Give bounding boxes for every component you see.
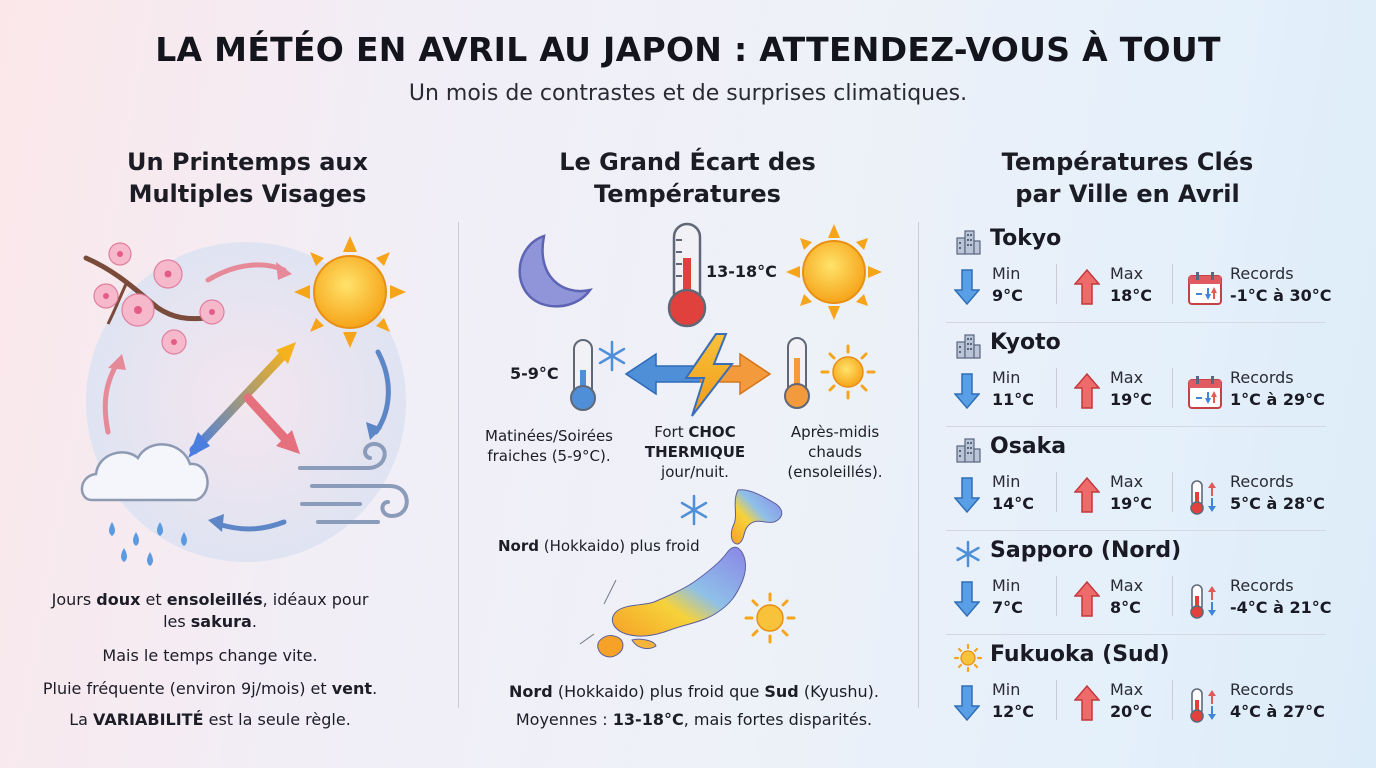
- min-label: Min: [992, 576, 1021, 595]
- cold-temp-label: 5-9°C: [510, 364, 559, 383]
- left-line-2: les sakura.: [163, 612, 257, 631]
- right-column-title: Températures Clés par Ville en Avril: [1001, 148, 1254, 208]
- city-name: Sapporo (Nord): [990, 538, 1182, 563]
- max-label: Max: [1110, 368, 1144, 387]
- arrow-up-icon: [1074, 268, 1100, 306]
- min-value: 11°C: [992, 390, 1035, 409]
- records-value: 4°C à 27°C: [1230, 702, 1325, 721]
- min-value: 9°C: [992, 286, 1023, 305]
- records-stat: [1186, 678, 1326, 726]
- column-divider-right: [918, 222, 919, 708]
- city-row-tokyo: [946, 226, 1332, 326]
- max-value: 20°C: [1110, 702, 1153, 721]
- city-name: Fukuoka (Sud): [990, 642, 1170, 667]
- min-label: Min: [992, 472, 1021, 491]
- records-stat: [1186, 574, 1332, 622]
- left-line-1: Jours doux et ensoleillés, idéaux pour: [51, 590, 369, 609]
- building-icon: [954, 436, 982, 464]
- records-label: Records: [1230, 680, 1294, 699]
- city-name: Osaka: [990, 434, 1067, 459]
- min-value: 14°C: [992, 494, 1035, 513]
- japan-map-illustration: [570, 484, 810, 674]
- min-stat: [954, 262, 1054, 310]
- max-stat: [1074, 574, 1184, 622]
- city-row-osaka: [946, 434, 1326, 534]
- sun-icon: [786, 224, 882, 320]
- max-label: Max: [1110, 472, 1144, 491]
- snowflake-icon: [682, 496, 706, 524]
- max-stat: [1074, 262, 1184, 310]
- snowflake-icon: [600, 342, 624, 370]
- max-label: Max: [1110, 576, 1144, 595]
- max-value: 8°C: [1110, 598, 1141, 617]
- min-label: Min: [992, 368, 1021, 387]
- arrow-up-icon: [1074, 476, 1100, 514]
- arrow-down-icon: [954, 476, 980, 514]
- thermal-shock-icon: [626, 334, 770, 416]
- min-stat: [954, 366, 1054, 414]
- arrow-up-icon: [1074, 580, 1100, 618]
- snowflake-icon: [954, 540, 982, 568]
- cold-description: Matinées/Soirées fraiches (5-9°C).: [485, 427, 613, 465]
- max-value: 19°C: [1110, 494, 1153, 513]
- top-temp-label: 13-18°C: [706, 262, 777, 281]
- thermometer-warm-icon: [785, 338, 809, 408]
- middle-bottom-line-2: Moyennes : 13-18°C, mais fortes disparités.: [515, 710, 873, 729]
- middle-column-title: Le Grand Écart des Températures: [559, 148, 816, 208]
- middle-bottom-line-1: Nord (Hokkaido) plus froid que Sud (Kyushu).: [509, 682, 879, 701]
- max-stat: [1074, 366, 1184, 414]
- left-line-4: Pluie fréquente (environ 9j/mois) et vent.: [42, 679, 378, 698]
- min-stat: [954, 678, 1054, 726]
- city-row-kyoto: [946, 330, 1326, 430]
- records-value: -1°C à 30°C: [1230, 286, 1332, 305]
- left-line-5: La VARIABILITÉ est la seule règle.: [69, 710, 351, 729]
- records-label: Records: [1230, 368, 1294, 387]
- records-value: 1°C à 29°C: [1230, 390, 1325, 409]
- city-name: Kyoto: [990, 330, 1061, 355]
- city-row-fukuoka: [946, 642, 1326, 742]
- arrow-down-icon: [954, 268, 980, 306]
- sun-icon: [954, 644, 982, 672]
- min-stat: [954, 470, 1054, 518]
- warm-description: Après-midis chauds (ensoleillés).: [787, 423, 883, 481]
- building-icon: [954, 228, 982, 256]
- temperature-gap-illustration: [500, 218, 900, 418]
- min-stat: [954, 574, 1054, 622]
- min-label: Min: [992, 264, 1021, 283]
- left-line-3: Mais le temps change vite.: [102, 646, 318, 665]
- max-label: Max: [1110, 264, 1144, 283]
- records-value: -4°C à 21°C: [1230, 598, 1332, 617]
- arrow-down-icon: [954, 580, 980, 618]
- small-sun-icon: [822, 346, 874, 398]
- max-value: 18°C: [1110, 286, 1153, 305]
- arrow-up-icon: [1074, 372, 1100, 410]
- records-label: Records: [1230, 264, 1294, 283]
- arrow-down-icon: [954, 372, 980, 410]
- left-column-title: Un Printemps aux Multiples Visages: [126, 148, 368, 208]
- records-label: Records: [1230, 472, 1294, 491]
- min-value: 7°C: [992, 598, 1023, 617]
- sun-icon: [746, 594, 794, 642]
- moon-icon: [520, 236, 590, 306]
- north-map-label: Nord (Hokkaido) plus froid: [498, 537, 700, 555]
- city-row-sapporo: [946, 538, 1332, 638]
- building-icon: [954, 332, 982, 360]
- page-subtitle: Un mois de contrastes et de surprises climatiques.: [408, 81, 968, 106]
- min-label: Min: [992, 680, 1021, 699]
- min-value: 12°C: [992, 702, 1035, 721]
- spring-cycle-illustration: [78, 232, 418, 572]
- column-divider-left: [458, 222, 459, 708]
- thermometer-cold-icon: [571, 340, 595, 410]
- records-stat: [1186, 470, 1326, 518]
- max-stat: [1074, 678, 1184, 726]
- records-value: 5°C à 28°C: [1230, 494, 1325, 513]
- records-stat: [1186, 262, 1332, 310]
- thermometer-hot-icon: [669, 224, 705, 326]
- records-stat: [1186, 366, 1326, 414]
- records-label: Records: [1230, 576, 1294, 595]
- thermal-shock-description: Fort CHOC THERMIQUE jour/nuit.: [644, 423, 746, 481]
- arrow-down-icon: [954, 684, 980, 722]
- max-stat: [1074, 470, 1184, 518]
- page-title: LA MÉTÉO EN AVRIL AU JAPON : ATTENDEZ-VOUS À TOUT: [155, 30, 1221, 69]
- max-value: 19°C: [1110, 390, 1153, 409]
- max-label: Max: [1110, 680, 1144, 699]
- city-name: Tokyo: [990, 226, 1062, 251]
- arrow-up-icon: [1074, 684, 1100, 722]
